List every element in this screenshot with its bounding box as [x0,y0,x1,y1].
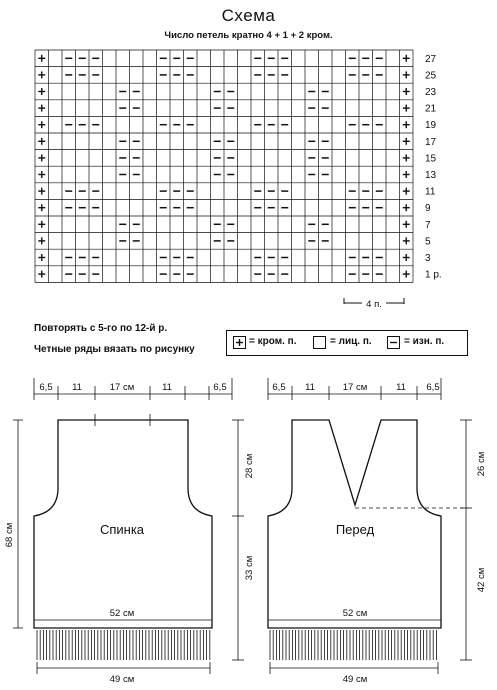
row-number: 15 [425,153,437,165]
edge-stitch-cell [38,138,45,145]
purl-stitch-icon [387,336,401,350]
back-dim-armhole-left: 11 [72,382,82,393]
front-fringe [270,630,436,660]
row-number: 3 [425,253,431,264]
edge-stitch-cell [38,171,45,178]
edge-stitch-cell [403,188,410,195]
row-number: 17 [425,136,437,148]
back-dim-shoulder-left: 6,5 [39,382,53,393]
edge-stitch-cell [403,154,410,161]
edge-stitch-cell [403,121,410,128]
front-dim-armhole-left: 11 [305,382,315,393]
edge-stitch-cell [403,254,410,261]
back-dim-neck: 17 см [109,382,135,393]
row-number: 25 [425,70,437,82]
back-armhole-label: 28 см [244,453,255,479]
back-width-label: 52 см [109,608,135,619]
edge-stitch-cell [403,105,410,112]
front-dim-shoulder-right: 6,5 [426,382,440,393]
edge-stitch-cell [38,55,45,62]
back-dim-armhole-right: 11 [162,382,172,393]
edge-stitch-cell [38,271,45,278]
row-number-column [425,54,442,281]
row-number: 7 [425,219,431,231]
edge-stitch-cell [403,71,410,78]
front-dim-neck: 17 см [342,382,368,393]
edge-stitch-cell [403,171,410,178]
edge-stitch-cell [403,237,410,244]
front-upper-label: 26 см [476,451,487,477]
chart-title: Схема [221,6,276,25]
front-dim-shoulder-left: 6,5 [272,382,286,393]
front-fringe-label: 49 см [342,674,368,685]
edge-stitch-cell [403,271,410,278]
edge-stitch-cell [38,221,45,228]
edge-stitch-cell [403,221,410,228]
legend [226,330,468,356]
edge-stitch-cell [38,188,45,195]
back-dim-shoulder-right: 6,5 [213,382,227,393]
edge-stitch-cell [38,105,45,112]
legend-purl-label: = изн. п. [404,336,445,347]
back-fringe [37,630,210,660]
back-name: Спинка [99,522,145,537]
edge-stitch-cell [38,254,45,261]
back-fringe-label: 49 см [109,674,135,685]
repeat-label: 4 п. [366,299,382,310]
edge-stitch-cell [403,88,410,95]
edge-stitch-cell [38,121,45,128]
front-lower-label: 42 см [476,567,487,593]
back-lower-label: 33 см [244,555,255,581]
edge-stitch-cell [38,204,45,211]
chart-subtitle: Число петель кратно 4 + 1 + 2 кром. [164,30,333,41]
edge-stitch-cell [403,55,410,62]
edge-stitch-icon [233,336,247,350]
row-number: 5 [425,236,431,248]
row-number: 11 [425,186,436,198]
knit-stitch-icon [313,336,327,350]
repeat-bracket [344,298,404,310]
edge-stitch-cell [403,204,410,211]
back-height-label: 68 см [4,522,15,548]
knitting-chart-grid [35,50,413,282]
edge-stitch-cell [38,71,45,78]
back-piece [4,378,255,685]
row-number: 9 [425,203,431,215]
front-dim-armhole-right: 11 [396,382,406,393]
front-name: Перед [335,522,375,537]
row-number: 21 [425,103,437,115]
repeat-instruction: Повторять с 5-го по 12-й р. [34,323,168,334]
front-piece [268,378,487,685]
row-number: 13 [425,170,437,181]
legend-knit-label: = лиц. п. [330,336,372,347]
row-number: 19 [425,120,437,132]
front-width-label: 52 см [342,608,368,619]
row-number: 1 р. [425,269,442,281]
even-rows-instruction: Четные ряды вязать по рисунку [34,344,195,355]
row-number: 23 [425,87,437,98]
legend-edge-label: = кром. п. [249,336,297,347]
edge-stitch-cell [403,138,410,145]
row-number: 27 [425,53,437,65]
edge-stitch-cell [38,237,45,244]
edge-stitch-cell [38,154,45,161]
edge-stitch-cell [38,88,45,95]
